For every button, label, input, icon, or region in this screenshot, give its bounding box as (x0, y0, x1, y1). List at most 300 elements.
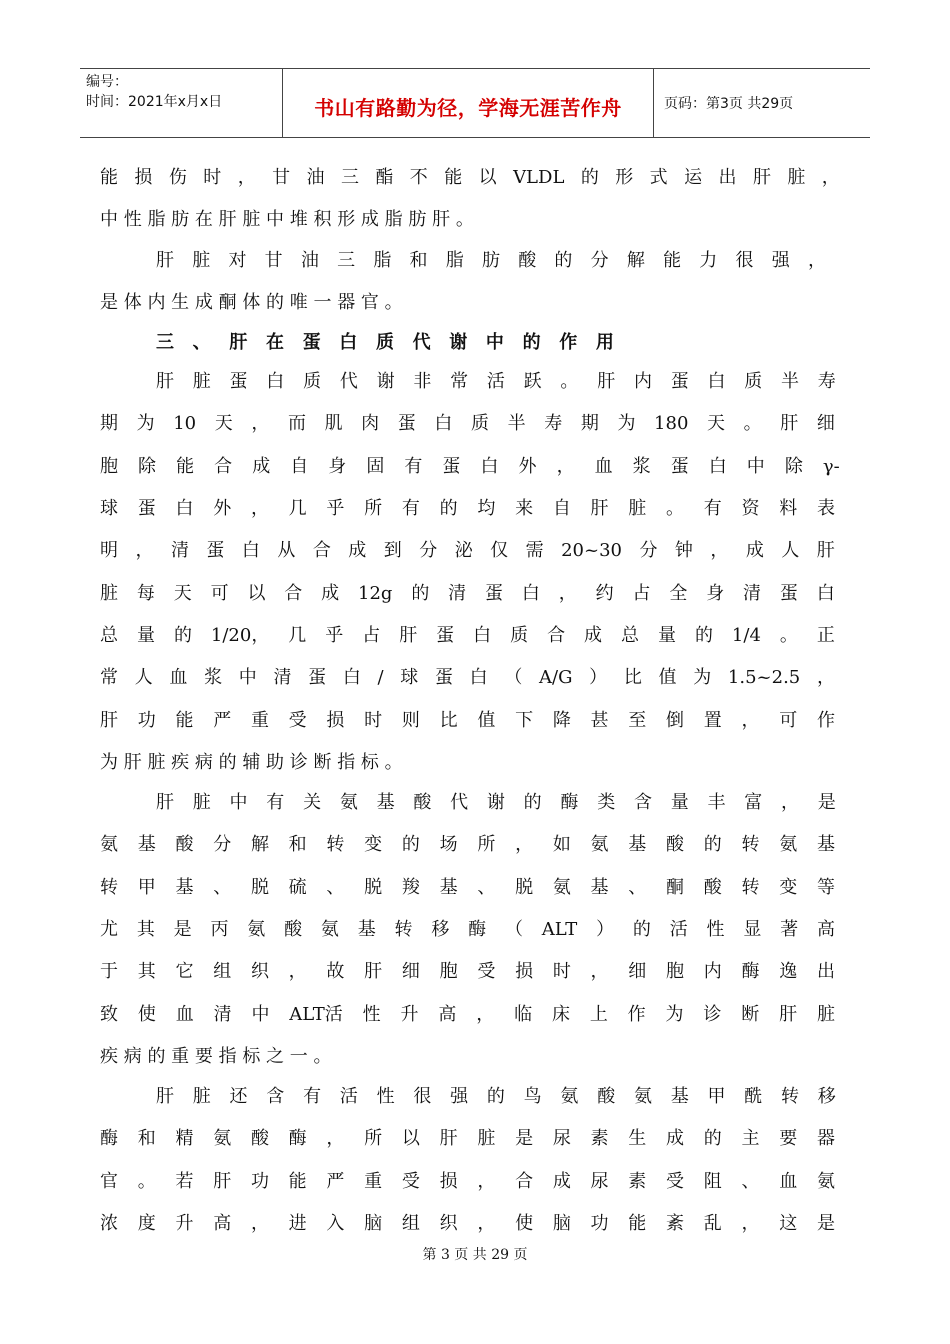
text-token: 肝 (100, 710, 118, 731)
text-token: 天 (707, 413, 726, 434)
text-line: 中 性 脂 肪 在 肝 脏 中 堆 积 形 成 脂 肪 肝 。 (100, 209, 474, 230)
text-token: 硫 (288, 877, 307, 898)
text-token: 中 (746, 456, 765, 477)
text-token: 能 (628, 1213, 647, 1234)
text-token: 诊 (703, 1004, 722, 1025)
page-header (80, 68, 870, 138)
text-token: 的 (554, 250, 573, 271)
text-token: 受 (288, 710, 307, 731)
text-token: 到 (383, 540, 402, 561)
text-token: 尤 (100, 919, 118, 940)
text-token: 占 (632, 583, 651, 604)
text-token: 每 (136, 583, 155, 604)
text-line (156, 246, 826, 276)
text-token: 肝 (399, 625, 418, 646)
text-token: 总 (100, 625, 118, 646)
text-token: 肝 (816, 540, 835, 561)
text-token: 的 (486, 1086, 505, 1107)
text-token: 肝 (780, 413, 799, 434)
text-token: 寿 (817, 371, 836, 392)
text-token: 其 (137, 961, 156, 982)
text-token: 1/4 (731, 625, 761, 646)
text-token: 除 (784, 456, 803, 477)
text-token: 活 (339, 1086, 358, 1107)
text-token: 固 (366, 456, 385, 477)
text-token: 致 (100, 1004, 118, 1025)
text-token: 脂 (445, 250, 464, 271)
text-token: 高 (816, 919, 835, 940)
text-token: 官 (100, 1171, 118, 1192)
text-token: 基 (590, 877, 609, 898)
text-token: 量 (670, 792, 689, 813)
text-token: 人 (134, 667, 153, 688)
text-token: 功 (250, 1171, 269, 1192)
text-token: 中 (238, 667, 257, 688)
text-line (100, 452, 840, 482)
text-token: 高 (438, 1004, 457, 1025)
text-token: 若 (175, 1171, 194, 1192)
text-token: ALT (541, 919, 578, 940)
text-token: 外 (213, 498, 232, 519)
text-token: 解 (250, 834, 269, 855)
text-token: 的 (522, 332, 541, 353)
text-token: 时 (364, 710, 383, 731)
text-token: 可 (210, 583, 229, 604)
text-token: 成 (552, 1171, 571, 1192)
text-token: 三 (340, 167, 359, 188)
text-token: 器 (816, 1128, 835, 1149)
text-token: 白 (241, 540, 260, 561)
text-token: 和 (137, 1128, 156, 1149)
text-token: 移 (817, 1086, 836, 1107)
text-token: 胞 (439, 961, 458, 982)
text-token: 以 (478, 167, 497, 188)
text-token: 质 (375, 332, 394, 353)
text-token: 谢 (449, 332, 468, 353)
text-token: 出 (718, 167, 737, 188)
text-token: 蛋 (302, 332, 321, 353)
text-token: 乱 (703, 1213, 722, 1234)
text-token: 球 (400, 667, 419, 688)
text-token: 血 (175, 1004, 194, 1025)
text-token: 。 (743, 413, 762, 434)
text-token: 、 (326, 877, 345, 898)
text-token: 酸 (666, 834, 685, 855)
text-token: ， (558, 583, 577, 604)
text-token: 、 (741, 1171, 760, 1192)
text-token: 的 (411, 583, 430, 604)
text-token: 强 (450, 1086, 469, 1107)
text-token: 10 (173, 413, 197, 434)
text-token: 肝 (156, 1086, 174, 1107)
text-token: 损 (515, 961, 534, 982)
text-token: 脱 (515, 877, 534, 898)
text-token: 天 (173, 583, 192, 604)
text-token: 时 (552, 961, 571, 982)
text-token: 酸 (284, 919, 303, 940)
text-token: 、 (213, 877, 232, 898)
text-token: 脂 (373, 250, 392, 271)
text-token: 。 (666, 498, 685, 519)
text-token: ） (596, 919, 615, 940)
text-token: 类 (597, 792, 616, 813)
text-token: 尿 (552, 1128, 571, 1149)
text-token: 能 (288, 1171, 307, 1192)
text-token: 泌 (454, 540, 473, 561)
text-token: 合 (214, 456, 233, 477)
text-token: 仅 (490, 540, 509, 561)
text-token: 甲 (707, 1086, 726, 1107)
text-token: 清 (743, 583, 762, 604)
text-line: 是 体 内 生 成 酮 体 的 唯 一 器 官 。 (100, 292, 403, 313)
text-token: 除 (138, 456, 157, 477)
text-token: 肝 (156, 250, 174, 271)
text-token: 活 (486, 371, 505, 392)
text-token: 临 (514, 1004, 533, 1025)
text-line (156, 367, 836, 397)
text-token: 身 (706, 583, 725, 604)
text-token: 在 (265, 332, 284, 353)
text-token: 运 (684, 167, 703, 188)
text-token: 值 (658, 667, 677, 688)
text-token: 氨 (213, 1128, 232, 1149)
text-token: ， (476, 1004, 495, 1025)
text-token: 以 (401, 1128, 420, 1149)
text-token: 有 (703, 498, 722, 519)
text-token: 脏 (628, 498, 647, 519)
text-token: 能 (175, 710, 194, 731)
text-token: 有 (404, 456, 423, 477)
text-token: 的 (703, 1128, 722, 1149)
text-token: 为 (693, 667, 712, 688)
text-token: 细 (816, 413, 835, 434)
text-token: 它 (175, 961, 194, 982)
text-token: 脱 (364, 877, 383, 898)
text-token: 对 (228, 250, 247, 271)
text-token: A/G (539, 667, 573, 688)
text-token: 脏 (477, 1128, 496, 1149)
text-token: 酸 (703, 877, 722, 898)
text-token: 蛋 (436, 625, 455, 646)
text-token: ， (477, 1171, 496, 1192)
text-token: 下 (515, 710, 534, 731)
text-token: 20~30 (561, 540, 622, 561)
text-token: ， (515, 834, 534, 855)
text-line: 为 肝 脏 疾 病 的 辅 助 诊 断 指 标 。 (100, 752, 403, 773)
text-token: 分 (213, 834, 232, 855)
text-token: 谢 (486, 792, 505, 813)
text-token: 成 (252, 456, 271, 477)
text-token: 素 (628, 1171, 647, 1192)
text-line (100, 494, 835, 524)
text-token: ， (807, 250, 826, 271)
text-token: 损 (326, 710, 345, 731)
text-token: ， (821, 167, 840, 188)
text-token: 中 (251, 1004, 270, 1025)
text-line (100, 957, 835, 987)
text-token: 于 (100, 961, 118, 982)
text-token: 代 (412, 332, 431, 353)
text-token: 蛋 (229, 371, 248, 392)
text-token: 酸 (597, 1086, 616, 1107)
text-token: 移 (431, 919, 450, 940)
text-token: 蛋 (434, 667, 453, 688)
text-token: 白 (339, 332, 358, 353)
text-token: 质 (471, 413, 489, 434)
text-token: ， (710, 540, 729, 561)
text-token: 肝 (156, 792, 174, 813)
text-token: 所 (364, 498, 383, 519)
text-token: 浆 (632, 456, 651, 477)
text-token: 酶 (100, 1128, 118, 1149)
text-token: 氨 (552, 877, 571, 898)
text-token: 的 (523, 792, 542, 813)
text-token: 伤 (168, 167, 187, 188)
text-token: 关 (303, 792, 322, 813)
text-token: 的 (703, 834, 722, 855)
text-token: 的 (632, 919, 651, 940)
text-token: 含 (266, 1086, 285, 1107)
text-token: 甘 (272, 167, 291, 188)
text-token: 球 (100, 498, 118, 519)
text-token: 尿 (590, 1171, 609, 1192)
text-token: 乎 (325, 625, 344, 646)
text-token: 代 (450, 792, 469, 813)
text-token: ， (590, 961, 609, 982)
text-token: 白 (266, 371, 285, 392)
text-token: 损 (439, 1171, 458, 1192)
text-token: 成 (666, 1128, 685, 1149)
section-heading (156, 328, 614, 358)
text-token: 期 (580, 413, 599, 434)
text-token: 基 (670, 1086, 689, 1107)
text-token: 非 (413, 371, 432, 392)
text-token: 至 (628, 710, 647, 731)
text-token: 胞 (100, 456, 118, 477)
text-token: 酸 (518, 250, 537, 271)
text-token: 能 (444, 167, 463, 188)
text-token: 肌 (324, 413, 343, 434)
text-line (156, 788, 836, 818)
text-token: 合 (312, 540, 331, 561)
text-token: 酸 (250, 1128, 269, 1149)
text-token: 很 (413, 1086, 432, 1107)
text-token: 白 (480, 456, 499, 477)
text-token: 性 (376, 1086, 395, 1107)
text-line: 疾 病 的 重 要 指 标 之 一 。 (100, 1046, 332, 1067)
text-token: 酶 (288, 1128, 307, 1149)
text-token: 细 (628, 961, 647, 982)
text-token: 基 (439, 877, 458, 898)
text-token: 转 (781, 1086, 800, 1107)
text-token: 基 (137, 834, 156, 855)
text-token: 酮 (666, 877, 685, 898)
text-token: / (377, 667, 384, 688)
text-token: 氨 (339, 792, 358, 813)
text-token: 形 (615, 167, 634, 188)
text-token: 自 (290, 456, 309, 477)
text-token: 升 (400, 1004, 419, 1025)
text-token: 合 (284, 583, 303, 604)
text-token: 降 (552, 710, 571, 731)
text-token: 总 (621, 625, 640, 646)
text-token: 酰 (744, 1086, 763, 1107)
text-token: 酶 (741, 961, 760, 982)
text-token: 酯 (375, 167, 394, 188)
text-token: ALT活 (289, 1004, 343, 1025)
text-token: 场 (439, 834, 458, 855)
text-token: 成 (348, 540, 367, 561)
text-token: 蛋 (779, 583, 798, 604)
text-token: 从 (277, 540, 296, 561)
text-token: 1.5~2.5 (727, 667, 801, 688)
number-label: 编号： (86, 74, 128, 90)
text-token: 所 (364, 1128, 383, 1149)
header-meta (80, 69, 282, 137)
text-token: 脏 (787, 167, 806, 188)
text-token: 甘 (264, 250, 283, 271)
text-line (100, 830, 835, 860)
text-token: 显 (743, 919, 762, 940)
text-token: 转 (394, 919, 413, 940)
text-token: 酸 (413, 792, 432, 813)
text-token: 内 (703, 961, 722, 982)
text-token: 其 (136, 919, 155, 940)
text-token: 脏 (192, 250, 211, 271)
text-token: ， (250, 498, 269, 519)
text-token: 合 (547, 625, 566, 646)
text-token: 素 (590, 1128, 609, 1149)
text-token: 重 (250, 710, 269, 731)
text-token: 、 (628, 877, 647, 898)
text-token: 脑 (552, 1213, 571, 1234)
text-token: ， (288, 961, 307, 982)
text-token: 细 (401, 961, 420, 982)
text-token: 半 (507, 413, 526, 434)
text-token: 作 (627, 1004, 646, 1025)
text-token: 血 (779, 1171, 798, 1192)
text-token: 白 (342, 667, 361, 688)
text-token: 受 (666, 1171, 685, 1192)
text-token: 主 (741, 1128, 760, 1149)
text-token: 上 (589, 1004, 608, 1025)
text-token: 断 (741, 1004, 760, 1025)
text-token: 损 (134, 167, 153, 188)
text-token: 升 (175, 1213, 194, 1234)
text-token: 阻 (703, 1171, 722, 1192)
text-token: 脏 (100, 583, 118, 604)
text-token: 还 (229, 1086, 248, 1107)
text-token: 转 (100, 877, 118, 898)
text-token: ， (741, 1213, 760, 1234)
text-token: ， (781, 792, 800, 813)
text-token: 床 (551, 1004, 570, 1025)
text-token: 氨 (633, 1086, 652, 1107)
text-token: 富 (744, 792, 763, 813)
text-token: 所 (477, 834, 496, 855)
text-token: 蛋 (485, 583, 504, 604)
text-token: ， (477, 1213, 496, 1234)
text-token: 转 (326, 834, 345, 855)
text-token: 为 (665, 1004, 684, 1025)
text-token: 作 (816, 710, 835, 731)
text-token: ） (589, 667, 608, 688)
text-token: 半 (781, 371, 800, 392)
text-line (100, 663, 835, 693)
text-token: 成 (321, 583, 340, 604)
text-token: 丰 (707, 792, 726, 813)
text-token: 、 (192, 332, 211, 353)
text-token: 中 (229, 792, 248, 813)
text-token: 置 (703, 710, 722, 731)
text-token: 。 (560, 371, 579, 392)
text-token: 是 (817, 792, 836, 813)
text-token: 白 (434, 413, 453, 434)
text-token: 三 (337, 250, 356, 271)
text-token: 是 (816, 1213, 835, 1234)
text-token: 氨 (320, 919, 339, 940)
text-token: 氨 (779, 834, 798, 855)
text-token: 、 (477, 877, 496, 898)
text-token: 内 (633, 371, 652, 392)
text-token: 外 (518, 456, 537, 477)
text-token: 严 (213, 710, 232, 731)
text-token: 织 (250, 961, 269, 982)
text-token: 表 (816, 498, 835, 519)
text-token: 蛋 (442, 456, 461, 477)
text-token: 氨 (590, 834, 609, 855)
text-token: 肝 (597, 371, 616, 392)
text-token: 跃 (523, 371, 542, 392)
text-token: 明 (100, 540, 118, 561)
text-token: 清 (273, 667, 292, 688)
text-token: 均 (477, 498, 496, 519)
text-line (100, 1167, 835, 1197)
text-token: 。 (779, 625, 798, 646)
header-page-info: 页码：第3页 共29页 (664, 96, 794, 112)
text-token: 和 (288, 834, 307, 855)
text-token: 脱 (250, 877, 269, 898)
text-token: 来 (515, 498, 534, 519)
text-token: 是 (515, 1128, 534, 1149)
text-token: 氨 (247, 919, 266, 940)
text-token: 量 (136, 625, 155, 646)
text-token: 占 (362, 625, 381, 646)
text-token: VLDL (513, 167, 565, 188)
text-token: 转 (741, 877, 760, 898)
text-token: ， (816, 667, 835, 688)
text-token: 自 (552, 498, 571, 519)
text-token: 几 (288, 498, 307, 519)
text-token: 白 (469, 667, 488, 688)
text-token: 重 (364, 1171, 383, 1192)
page-footer: 第 3 页 共 29 页 (422, 1247, 528, 1263)
text-token: 肝 (156, 371, 174, 392)
text-token: 性 (362, 1004, 381, 1025)
text-token: 肝 (213, 1171, 232, 1192)
text-token: 紊 (666, 1213, 685, 1234)
text-token: 身 (328, 456, 347, 477)
text-token: 正 (816, 625, 835, 646)
text-token: 质 (510, 625, 529, 646)
text-token: 基 (175, 877, 194, 898)
text-token: 比 (439, 710, 458, 731)
text-token: 性 (706, 919, 725, 940)
text-token: 常 (450, 371, 469, 392)
text-token: 酶 (560, 792, 579, 813)
text-token: 严 (326, 1171, 345, 1192)
text-token: 质 (303, 371, 322, 392)
